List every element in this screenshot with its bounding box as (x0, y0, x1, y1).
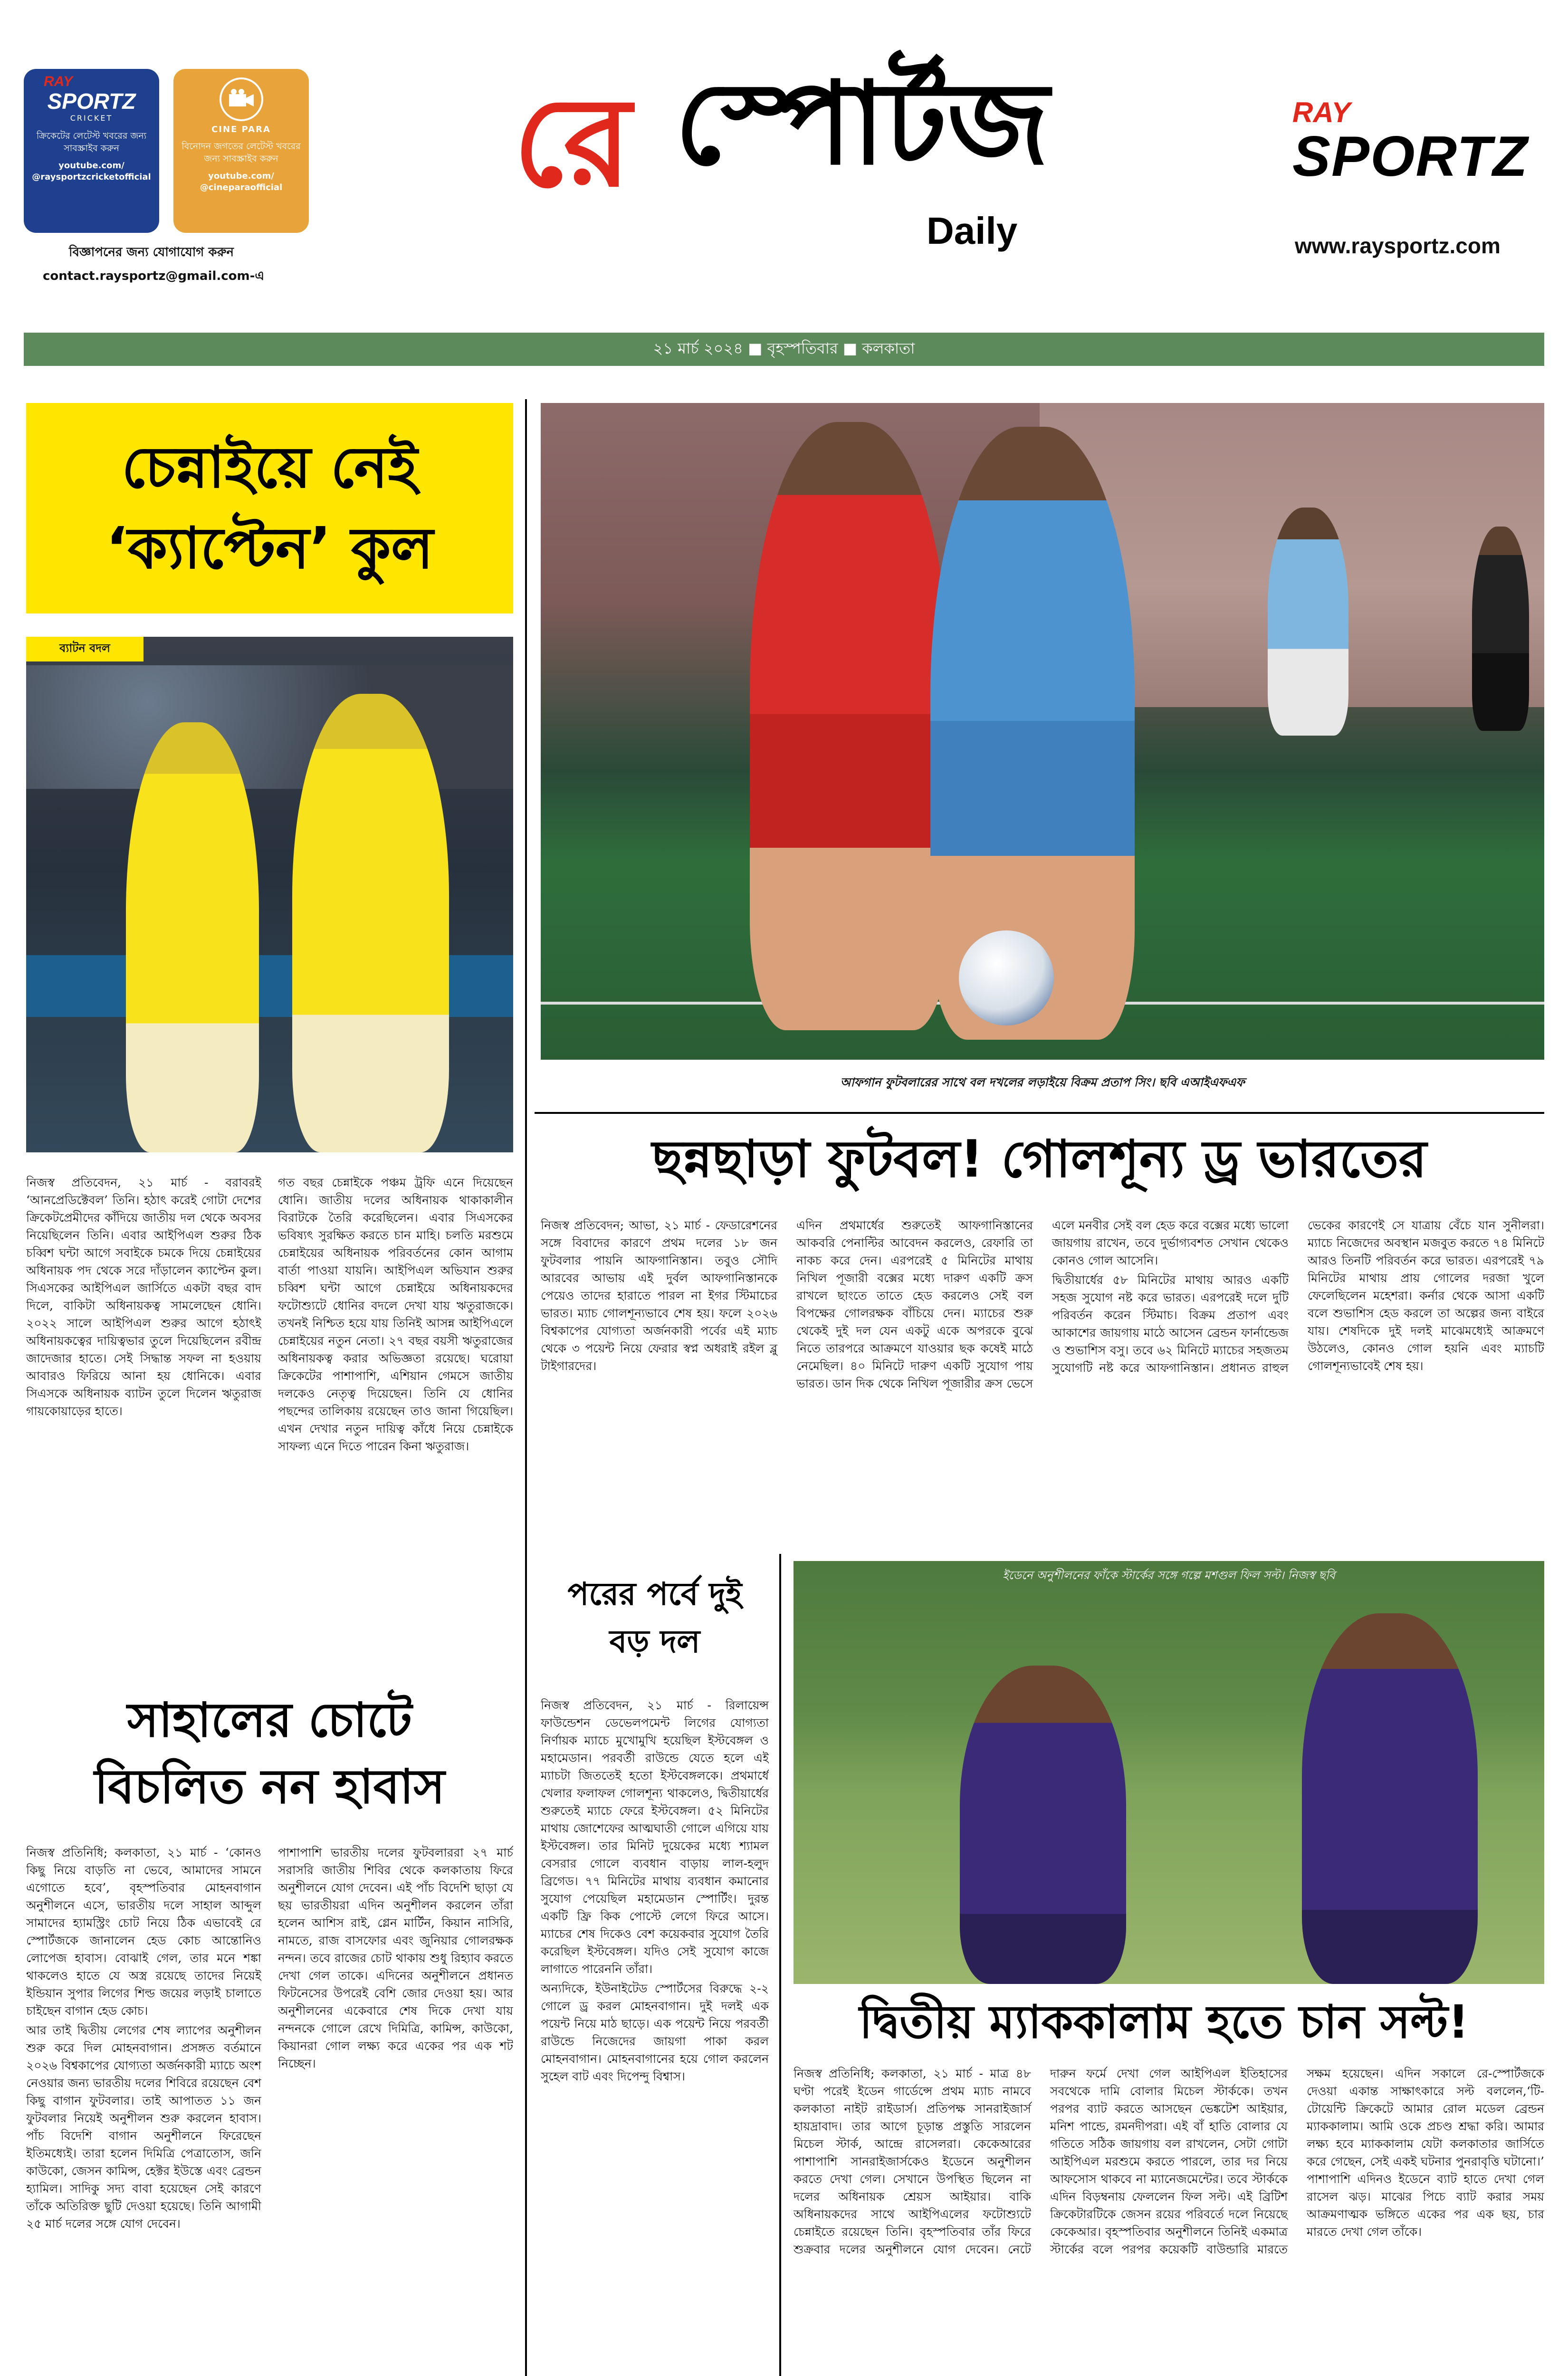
badge-brand-top: RAY (44, 74, 73, 89)
paragraph: নিজস্ব প্রতিবেদন, ২১ মার্চ - বরাবরই ‘আনপ্রেডিক্টেবল’ তিনি। হঠাৎ করেই গোটা দেশের ক্রিকেটপ্রেমীদের কাঁদিয়ে জাতীয় দল থেকে অবসর নিয়েছিলেন তিনি। এবার আইপিএল শুরুর ঠিক চব্বিশ ঘন্টা আগে সবাইকে চমকে দিয়ে চেন্নাইয়ের অধিনায়ক পদ থেকে সরে দাঁড়ালেন ক্যাপ্টেন কুল। সিএসকের আইপিএল জার্সিতে একটা বছর বাদ দিলে, বাকিটা অধিনায়কত্ব সামলেছেন ধোনি। ২০২২ সালে আইপিএল শুরুর আগে হঠাৎই অধিনায়কত্বের দায়িত্বভার তুলে দিয়েছিলেন রবীন্দ্র জাদেজার হাতে। সেই সিদ্ধান্ত সফল না হওয়ায় আবারও ফিরিয়ে আনা হয় ধোনিকে। এবার সিএসকে অধিনায়ক ব্যাটন তুলে দিলেন ঋতুরাজ গায়কোয়াড়ের হাতে। (26, 1176, 261, 1418)
column-divider (779, 1554, 781, 2376)
paragraph: অন্যদিকে, ইউনাইটেড স্পোর্টসের বিরুদ্ধে ২-২ গোলে ড্র করল মোহনবাগান। দুই দলই এক পয়েন্ট নিয়ে মাঠ ছাড়ে। এক পয়েন্ট নিয়ে পরবর্তী রাউন্ডে নিজেদের জায়গা পাকা করল মোহনবাগান। মোহনবাগানের হয়ে গোল করলেন সুহেল বাট এবং দিপেন্দু বিশ্বাস। (541, 1982, 769, 2083)
habas-body-col2 (278, 1844, 513, 2376)
india-photo-caption: আফগান ফুটবলারের সাথে বল দখলের লড়াইয়ে বিক্রম প্রতাপ সিং। ছবি এআইএফএফ (840, 1075, 1245, 1089)
paragraph: নিজস্ব প্রতিবেদন; আভা, ২১ মার্চ - ফেডারেশনের সঙ্গে বিবাদের কারণে প্রথম দলের ১৮ জন ফুটবলার পায়নি আফগানিস্তান। তবুও সৌদি আরবের আভায় এই দুর্বল আফগানিস্তানকে পেয়েও তাদের হারাতে পারল না ইগর স্টিমাচের ভারত। ম্যাচ গোলশূন্যভাবে শেষ হয়। ফলে ২০২৬ বিশ্বকাপের যোগ্যতা অর্জনকারী পর্বের এই ম্যাচ থেকে ৩ পয়েন্ট নিয়ে ফেরার স্বপ্ন অধরাই রইল ব্লু টাইগারদের। (541, 1218, 777, 1373)
stadium-lights (26, 665, 513, 789)
dateline: ২১ মার্চ ২০২৪ ■ বৃহস্পতিবার ■ কলকাতা (653, 339, 915, 357)
website-link[interactable]: www.raysportz.com (1295, 233, 1501, 258)
logo-sportz: SPORTZ (1292, 125, 1529, 188)
habas-body-col1 (26, 1844, 261, 2376)
badge-tagline: ক্রিকেটের লেটেস্ট খবরের জন্য সাবস্ক্রাইব করুন (36, 131, 147, 153)
paragraph: নিজস্ব প্রতিনিধি; কলকাতা, ২১ মার্চ - মাত্র ৪৮ ঘণ্টা পরেই ইডেন গার্ডেন্সে প্রথম ম্যাচ নামবে কলকাতা নাইট রাইডার্স। প্রতিপক্ষ সানরাইজার্স হায়দ্রাবাদ। তার আগে চূড়ান্ত প্রস্তুতি সারলেন মিচেল স্টার্ক, আন্দ্রে রাসেলরা। কেকেআরের পাশাপাশি সানরাইজার্সকেও ইডেনে অনুশীলন করতে দেখা গেল। সেখানে উপস্থিত ছিলেন না দলের অধিনায়ক শ্রেয়স আইয়ার। বাকি অধিনায়কদের সাথে আইপিএলের ফটোশ্যুটে চেন্নাইতে রয়েছেন তিনি। বৃহস্পতিবার তাঁর ফিরে শুক্রবার দলের অনুশীলনে যোগ দেবেন। নেটে দারুন ফর্মে দেখা গেল আইপিএল ইতিহাসের সবথেকে দামি বোলার মিচেল স্টার্ককে। তখন পরপর ব্যাট করতে আসছেন ভেঙ্কটেশ আইয়ার, মনিশ পান্ডে, রমনদীপরা। এই বাঁ হাতি বোলার যে গতিতে সঠিক জায়গায় বল রাখলেন, সেটা গোটা আইপিএল মরশুমে করতে পারলে, তার দর নিয়ে আফসোস থাকবে না ম্যানেজমেন্টের। তবে স্টার্ককে এদিন বিড়ম্বনায় ফেললেন ফিল সল্ট। এই ব্রিটিশ ক্রিকেটারটিকে জেসন রয়ের পরিবর্তে দলে নিয়েছে কেকেআর। বৃহস্পতিবার অনুশীলনে তিনিই একমাত্র স্টার্কের বলে পরপর কয়েকটি বাউন্ডারি মারতে সক্ষম হয়েছেন। এদিন সকালে রে-স্পোর্টজকে দেওয়া একান্ত সাক্ষাৎকারে সল্ট বললেন,‘টি-টোয়েন্টি ক্রিকেটে আমার রোল মডেল ব্রেন্ডন ম্যাককালাম। আমি ওকে প্রচণ্ড শ্রদ্ধা করি। আমার লক্ষ্য হবে ম্যাককালাম যেটা কলকাতার জার্সিতে করে গেছেন, সেই একই ঘটনার পুনরাবৃত্তি ঘটানো।’ পাশাপাশি এদিনও ইডেনে ব্যাট হাতে দেখা গেল রাসেল ঝড়। মাঝের পিচে ব্যাট করার সময় আক্রমণাত্মক ভঙ্গিতে একের পর এক ছয়, চার মারতে দেখা গেল তাঁকে। (794, 2067, 1544, 2256)
salt-photo (794, 1561, 1544, 1984)
player-figure (292, 694, 449, 1152)
title-daily: Daily (927, 210, 1018, 252)
logo-ray: RAY (1292, 96, 1351, 128)
bigteams-body (541, 1696, 769, 2376)
ad-contact-email[interactable]: contact.raysportz@gmail.com-এ (43, 269, 265, 283)
chennai-body-col2 (278, 1174, 513, 1687)
bigteams-headline-line1: পরের পর্বে দুই (567, 1576, 742, 1612)
player-figure (1472, 527, 1529, 731)
india-football-photo (541, 403, 1544, 1060)
ad-contact-label: বিজ্ঞাপনের জন্য যোগাযোগ করুন (69, 245, 234, 259)
player-figure (126, 722, 259, 1152)
chennai-photo (26, 637, 513, 1152)
badge-channel[interactable]: youtube.com/ @cineparaofficial (200, 171, 283, 192)
raysportz-cricket-badge[interactable] (24, 69, 159, 233)
title-ray: রে (513, 71, 631, 214)
newspaper-title (504, 52, 1074, 280)
paragraph: নিজস্ব প্রতিবেদন, ২১ মার্চ - রিলায়েন্স ফাউন্ডেশন ডেভেলপমেন্ট লিগের যোগ্যতা নির্ণায়ক ম্যাচে মুখোমুখি হয়েছিল ইস্টবেঙ্গল ও মহামেডান। পরবর্তী রাউন্ডে যেতে হলে এই ম্যাচটা জিততেই হতো ইস্টবেঙ্গলকে। প্রথমার্ধে খেলার ফলাফল গোলশূন্য থাকলেও, দ্বিতীয়ার্ধের শুরুতেই ম্যাচে ফেরে ইস্টবেঙ্গল। ৫২ মিনিটের মাথায় জোশেফের আত্মঘাতী গোলে এগিয়ে যায় ইস্টবেঙ্গল। তার মিনিট দুয়েকের মধ্যে শ্যামল বেসরার গোলে ব্যবধান বাড়ায় লাল-হলুদ ব্রিগেড। ৭৭ মিনিটের মাথায় ব্যবধান কমানোর সুযোগ পেয়েছিল মহামেডান স্পোর্টিং। দুরন্ত একটি ফ্রি কিক পোস্টে লেগে ফিরে আসে। ম্যাচের শেষ দিকেও বেশ কয়েকবার সুযোগ তৈরি করেছিল ইস্টবেঙ্গল। যদিও সেই সুযোগ কাজে লাগাতে পারেননি তাঁরা। (541, 1698, 769, 1976)
chennai-body-col1 (26, 1174, 261, 1687)
film-camera-icon (220, 77, 263, 121)
habas-headline (26, 1682, 513, 1825)
habas-headline-line2: বিচলিত নন হাবাস (94, 1759, 445, 1814)
habas-headline-line1: সাহালের চোটে (127, 1692, 412, 1748)
chennai-headline-line1: চেন্নাইয়ে নেই (122, 434, 418, 501)
player-figure (1268, 508, 1348, 736)
badge-brand-sub: CRICKET (70, 114, 113, 123)
paragraph: এদিন প্রথমার্ধের শুরুতেই আফগানিস্তানের আকবরি পেনাল্টির আবেদন করলেও, রেফারি তা নাকচ করে দেন। এরপরেই ৫ মিনিটের মাথায় নিখিল পূজারী বক্সের মধ্যে দারুণ একটি ক্রস রাখলে ছাংতে তাতে হেড করলেও সেই বল বিপক্ষের গোলরক্ষক বাঁচিয়ে দেন। ম্যাচের শুরু থেকেই দুই দল যেন একটু একে অপরকে বুঝে নিতে তারপরে আক্রমণে যাওয়ার ছক কষেই মাঠে নেমেছিল। ৪০ মিনিটে দারুণ একটি সুযোগ পায় ভারত। ডান দিক থেকে নিখিল পূজারীর ক্রস ভেসে এলে মনবীর সেই বল হেড করে বক্সের মধ্যে ভালো জায়গায় রাখেন, তবে দুর্ভাগ্যবশত সেখান থেকেও কোনও গোল আসেনি। (796, 1218, 1289, 1390)
badge-tagline: বিনোদন জগতের লেটেস্ট খবরের জন্য সাবস্ক্রাইব করুন (182, 141, 301, 164)
bigteams-headline (541, 1559, 769, 1677)
badge-brand-mid: SPORTZ (47, 89, 136, 114)
chennai-headline-box (26, 403, 513, 613)
column-divider (535, 1112, 1544, 1114)
chennai-headline-line2: ‘ক্যাপ্টেন’ কুল (105, 515, 434, 582)
column-divider (525, 399, 527, 2376)
chennai-photo-caption: ব্যাটন বদল (26, 637, 143, 661)
badge-brand: CINE PARA (211, 125, 271, 134)
paragraph: দ্বিতীয়ার্ধের ৫৮ মিনিটের মাথায় আরও একটি সহজ সুযোগ নষ্ট করে ভারত। এরপরেই দলে দুটি পরিবর্তন করেন স্টিমাচ। বিক্রম প্রতাপ এবং আকাশের জায়গায় মাঠে আসেন ব্রেন্ডন ফার্নান্ডেজ ও শুভাশিস বসু। তবে ৬২ মিনিটে ম্যাচের সহজতম সুযোগটি নষ্ট করে আফগানিস্তান। প্রধানত রাহুল ভেকের কারণেই সে যাত্রায় বেঁচে যান সুনীলরা। ম্যাচে নিজেদের অবস্থান মজবুত করতে ৭৪ মিনিটে আরও তিনটি পরিবর্তন করে ভারত। এরপরেই ৭৯ মিনিটের মাথায় প্রায় গোলের দরজা খুলে ফেলেছিলেন মহেশরা। কর্নার থেকে আসা একটি বলে শুভাশিস হেড করলে তা অল্পের জন্য বাইরে যায়। শেষদিকে দুই দলই মাঝেমধ্যেই আক্রমণে উঠলেও, কোনও গোল হয়নি এবং ম্যাচটি গোলশূন্যভাবেই শেষ হয়। (1052, 1218, 1544, 1375)
player-figure (960, 1666, 1126, 1984)
player-figure (750, 422, 949, 1030)
badge-channel[interactable]: youtube.com/ @raysportzcricketofficial (32, 161, 151, 182)
player-figure (1302, 1613, 1478, 1984)
salt-body (794, 2065, 1544, 2376)
salt-photo-caption: ইডেনে অনুশীলনের ফাঁকে স্টার্কের সঙ্গে গল্পে মশগুল ফিল সল্ট। নিজস্ব ছবি (1003, 1569, 1335, 1582)
paragraph: আর তাই দ্বিতীয় লেগের শেষ ল্যাপের অনুশীলন শুরু করে দিল মোহনবাগান। প্রসঙ্গত বর্তমানে ২০২৬ বিশ্বকাপের যোগ্যতা অর্জনকারী ম্যাচে অংশ নেওয়ার জন্য ভারতীয় দলের শিবিরে রয়েছেন বেশ কিছু বাগান ফুটবলার। তাই আপাতত ১১ জন ফুটবলার নিয়েই অনুশীলন শুরু করলেন হাবাস। পাঁচ বিদেশি বাগান অনুশীলনে ফিরেছেন ইতিমধ্যেই। তারা হলেন দিমিত্রি পেত্রাতোস, জনি কাউকো, জেসন কামিন্স, হেক্টর ইউস্তে এবং ব্রেন্ডন হ্যামিল। সাদিকু সদ্য বাবা হয়েছেন সেই কারণে তাঁকে অতিরিক্ত ছুটি দেওয়া হয়েছে। তিনি আগামী ২৫ মার্চ দলের সঙ্গে যোগ দেবেন। (26, 2023, 261, 2231)
cinepara-badge[interactable] (173, 69, 309, 233)
india-body (541, 1217, 1544, 1540)
title-sportz: স্পোর্টজ (675, 57, 1049, 190)
salt-headline: দ্বিতীয় ম্যাককালাম হতে চান সল্ট! (859, 1995, 1469, 2049)
paragraph: গত বছর চেন্নাইকে পঞ্চম ট্রফি এনে দিয়েছেন ধোনি। জাতীয় দলের অধিনায়ক থাকাকালীন বিরাটকে তৈরি করেছিলেন। এবার সিএসকের ভবিষ্যৎ সুরক্ষিত করতে চান মাহি। চলতি মরশুমে চেন্নাইয়ের অধিনায়ক পরিবর্তনের কোন আগাম বার্তা পাওয়া যায়নি। আইপিএল অভিযান শুরুর চব্বিশ ঘন্টা আগে চেন্নাইয়ে অধিনায়কদের ফটোশ্যুটে ধোনির বদলে দেখা যায় ঋতুরাজকে। তখনই নিশ্চিত হয়ে যায় তিনিই আসন্ন আইপিএলে চেন্নাইয়ের নতুন নেতা। ২৭ বছর বয়সী ঋতুরাজের অধিনায়কত্ব করার অভিজ্ঞতা রয়েছে। ঘরোয়া ক্রিকেটের পাশাপাশি, এশিয়ান গেমসে জাতীয় দলকেও নেতৃত্ব দিয়েছেন। তিনি যে ধোনির পছন্দের তালিকায় রয়েছেন তাও জানা গিয়েছিল। এখন দেখার নতুন দায়িত্ব কাঁধে নিয়ে চেন্নাইকে সাফল্য এনে দিতে পারেন কিনা ঋতুরাজ। (278, 1176, 513, 1453)
paragraph: পাশাপাশি ভারতীয় দলের ফুটবলাররা ২৭ মার্চ সরাসরি জাতীয় শিবির থেকে কলকাতায় ফিরে অনুশীলনে যোগ দেবেন। এই পাঁচ বিদেশি ছাড়া যে ছয় ভারতীয়রা এদিন অনুশীলন করলেন তাঁরা হলেন আশিস রাই, গ্লেন মার্টিন, কিয়ান নাসিরি, নামতে, রাজ বাসফোর এবং জুনিয়ার গোলরক্ষক নন্দন। তবে রাজের চোট থাকায় শুধু রিহ্যাব করতে দেখা গেল তাকে। এদিনের অনুশীলনে প্রধানত ফিটনেসের উপরেই বেশি জোর দেওয়া হয়। আর অনুশীলনের একেবারে শেষ দিকে দেখা যায় নন্দনকে গোলে রেখে দিমিত্রি, কামিন্স, কাউকো, কিয়ানরা গোল লক্ষ্য করে একের পর এক শট নিচ্ছেন। (278, 1846, 513, 2070)
raysportz-logo[interactable] (1292, 97, 1539, 221)
bigteams-headline-line2: বড় দল (609, 1623, 700, 1660)
football (959, 930, 1054, 1025)
india-headline: ছন্নছাড়া ফুটবল! গোলশূন্য ড্র ভারতের (652, 1130, 1427, 1189)
dateline-band (24, 333, 1544, 366)
masthead (0, 0, 1568, 357)
paragraph: নিজস্ব প্রতিনিধি; কলকাতা, ২১ মার্চ - ‘কোনও কিছু নিয়ে বাড়তি না ভেবে, আমাদের সামনে এগোতে হবে’, বৃহস্পতিবার মোহনবাগান অনুশীলনে এসে, ভারতীয় দলে সাহাল আব্দুল সামাদের হ্যামস্ট্রিং চোট নিয়ে ঠিক এভাবেই রে স্পোর্টজকে জানালেন হেড কোচ আন্তোনিও লোপেজ হাবাস। বোঝাই গেল, তার মনে শঙ্কা থাকলেও হাতে যে অস্ত্র রয়েছে তাদের নিয়েই ইন্ডিয়ান সুপার লিগের শিল্ড জয়ের লড়াই চালাতে চাইছেন বাগান হেড কোচ। (26, 1846, 261, 2018)
